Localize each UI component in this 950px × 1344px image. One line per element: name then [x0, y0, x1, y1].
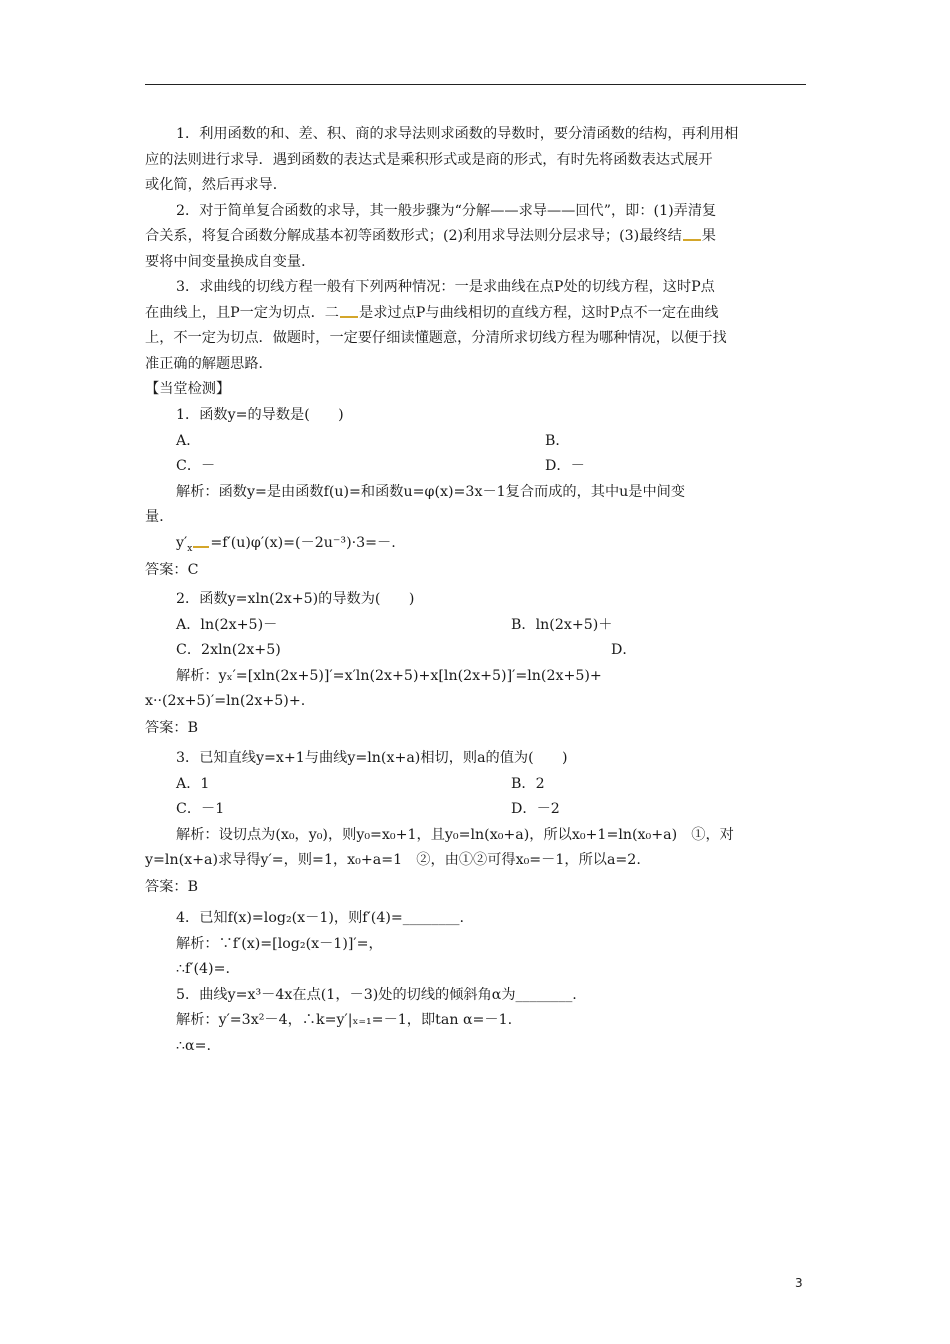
- page-number: 3: [795, 1276, 803, 1290]
- highlight-mark: [193, 546, 209, 548]
- p3-line-2: 在曲线上，且P一定为切点．二 是求过点P与曲线相切的直线方程，这时P点不一定在曲线: [145, 305, 719, 321]
- p3-line-3: 上，不一定为切点．做题时，一定要仔细读懂题意，分清所求切线方程为哪种情况，以便于找: [145, 330, 727, 346]
- q4-stem: 4．已知f(x)=log₂(x－1)，则f′(4)=________.: [176, 910, 465, 926]
- q1-answer: 答案：C: [145, 562, 199, 578]
- highlight-mark: [683, 239, 701, 241]
- q1-option-c: C．－: [176, 458, 216, 474]
- p2-line-3: 要将中间变量换成自变量．: [145, 254, 316, 270]
- q1-solution-line-1: 解析：函数y=是由函数f(u)=和函数u=φ(x)=3x－1复合而成的，其中u是中间变: [176, 484, 686, 500]
- p3-line-1: 3．求曲线的切线方程一般有下列两种情况：一是求曲线在点P处的切线方程，这时P点: [176, 279, 715, 295]
- header-rule: [145, 84, 806, 85]
- q2-option-d: D．: [611, 642, 637, 658]
- q1-option-b: B．: [545, 433, 570, 449]
- p2-line-1: 2．对于简单复合函数的求导，其一般步骤为“分解——求导——回代”，即：(1)弄清复: [176, 203, 717, 219]
- q3-solution-line-1: 解析：设切点为(x₀，y₀)，则y₀=x₀+1，且y₀=ln(x₀+a)，所以x₀+1=ln(x₀+a) ①，对: [176, 827, 734, 843]
- q2-solution-line-2: x··(2x+5)′=ln(2x+5)+.: [145, 693, 306, 709]
- q1-solution-line-3: $y'_x =f'(u)\varphi'(x)=(-2u^{-3})\cdot 3=-$.: [176, 535, 396, 554]
- q1-stem: 1．函数y=的导数是( ): [176, 407, 344, 423]
- q2-answer: 答案：B: [145, 720, 198, 736]
- q3-answer: 答案：B: [145, 879, 198, 895]
- q5-stem: 5．曲线y=x³－4x在点(1，－3)处的切线的倾斜角α为________.: [176, 987, 577, 1003]
- q1-option-d: D．－: [545, 458, 585, 474]
- q3-stem: 3．已知直线y=x+1与曲线y=ln(x+a)相切，则a的值为( ): [176, 750, 568, 766]
- q3-option-d: D．－2: [511, 801, 560, 817]
- q4-solution-line-2: ∴f′(4)=.: [176, 961, 230, 977]
- q1-option-a: A．: [176, 433, 201, 449]
- q3-solution-line-2: y=ln(x+a)求导得y′=，则=1，x₀+a=1 ②，由①②可得x₀=－1，所以a=2.: [145, 852, 641, 868]
- q2-option-a: A．ln(2x+5)－: [176, 617, 278, 633]
- section-title: 【当堂检测】: [145, 381, 231, 397]
- q3-option-c: C．－1: [176, 801, 225, 817]
- p3-line-4: 准正确的解题思路．: [145, 356, 273, 372]
- q2-stem: 2．函数y=xln(2x+5)的导数为( ): [176, 591, 415, 607]
- q4-solution-line-1: 解析：∵f′(x)=[log₂(x－1)]′=，: [176, 936, 383, 952]
- p2-line-2: 合关系，将复合函数分解成基本初等函数形式；(2)利用求导法则分层求导；(3)最终结 果: [145, 228, 716, 244]
- p1-line-2: 应的法则进行求导．遇到函数的表达式是乘积形式或是商的形式，有时先将函数表达式展开: [145, 152, 713, 168]
- q3-option-a: A．1: [176, 776, 210, 792]
- q1-solution-line-2: 量．: [145, 509, 174, 525]
- p1-line-1: 1．利用函数的和、差、积、商的求导法则求函数的导数时，要分清函数的结构，再利用相: [176, 126, 739, 142]
- p1-line-3: 或化简，然后再求导．: [145, 177, 287, 193]
- q2-option-c: C．2xln(2x+5): [176, 642, 281, 658]
- q5-solution-line-1: 解析：y′=3x²－4，∴k=y′|ₓ₌₁=－1，即tan α=－1.: [176, 1012, 513, 1028]
- highlight-mark: [340, 316, 358, 318]
- q3-option-b: B．2: [511, 776, 545, 792]
- q2-option-b: B．ln(2x+5)＋: [511, 617, 613, 633]
- q2-solution-line-1: 解析：yₓ′=[xln(2x+5)]′=x′ln(2x+5)+x[ln(2x+5)]′=ln(2x+5)+: [176, 668, 602, 684]
- q5-solution-line-2: ∴α=.: [176, 1038, 212, 1054]
